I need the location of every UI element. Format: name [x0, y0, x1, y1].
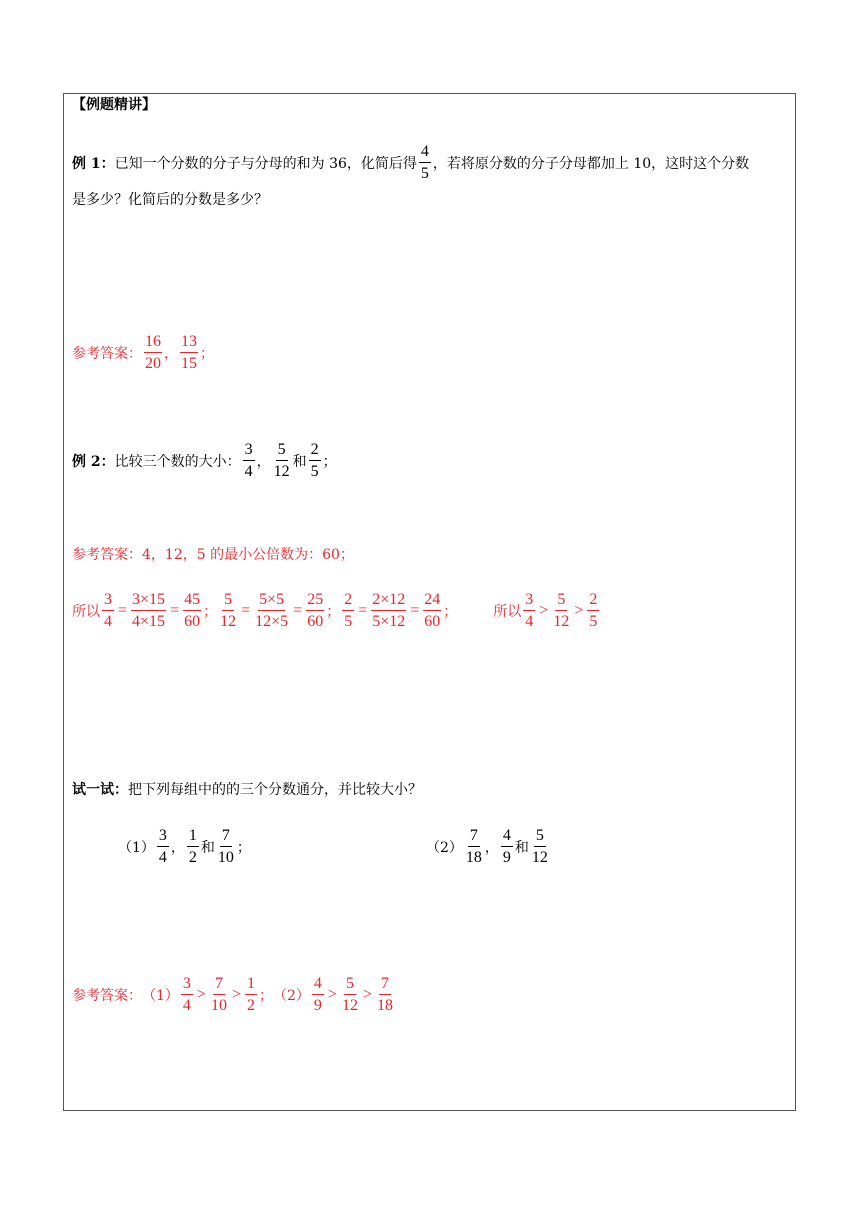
fraction: $\frac{7}{10}$ [210, 975, 227, 1014]
try-question [72, 779, 422, 799]
example-1-label: 例 1 [72, 155, 101, 172]
separator: ， [256, 453, 271, 470]
answer-label: 参考答案： [72, 345, 142, 362]
fraction: $\frac{2}{5}$ [310, 441, 319, 480]
semicolon: ； [443, 603, 458, 620]
equals-sign: = [118, 601, 128, 619]
fraction: $\frac{5}{12}$ [553, 591, 570, 630]
fraction: $\frac{7}{18}$ [465, 827, 482, 866]
end-mark: ； [236, 839, 251, 856]
equals-sign: = [293, 601, 303, 619]
part-label: （1） [118, 839, 155, 856]
example-1-text-b: ，若将原分数的分子分母都加上 10，这时这个分数 [432, 155, 750, 172]
fraction: $\frac{1}{2}$ [188, 827, 197, 866]
fraction: $\frac{5}{12}$ [220, 591, 237, 630]
so-word: 所以 [493, 603, 522, 620]
fraction: $\frac{2\times 12}{5\times 12}$ [372, 591, 406, 630]
try-colon: ： [114, 782, 128, 798]
greater-than-sign: > [362, 985, 372, 1003]
example-2-colon: ： [100, 453, 115, 470]
greater-than-sign: > [196, 985, 206, 1003]
fraction: $\frac{3}{4}$ [182, 975, 191, 1014]
fraction: $\frac{5}{12}$ [531, 827, 548, 866]
example-2-answer-line1: 参考答案：4，12，5 的最小公倍数为：60； [72, 547, 354, 563]
try-part-1 [118, 826, 251, 867]
fraction: $\frac{5}{12}$ [273, 441, 290, 480]
separator: ， [484, 839, 499, 856]
try-label: 试一试 [72, 782, 114, 798]
fraction: $\frac{25}{60}$ [307, 591, 324, 630]
part-label: （2） [272, 987, 310, 1004]
section-title: 【例题精讲】 [72, 97, 156, 113]
semicolon: ； [258, 987, 273, 1004]
and-word: 和 [292, 453, 307, 470]
fraction: $\frac{24}{60}$ [424, 591, 441, 630]
equals-sign: = [358, 601, 368, 619]
and-word: 和 [200, 839, 215, 856]
fraction: $\frac{3}{4}$ [244, 441, 253, 480]
greater-than-sign: > [327, 985, 337, 1003]
separator: ， [170, 839, 185, 856]
try-part-2 [426, 826, 551, 867]
end-mark: ； [200, 345, 214, 362]
try-text: 把下列每组中的的三个分数通分，并比较大小？ [128, 782, 422, 798]
fraction: $\frac{2}{5}$ [344, 591, 353, 630]
so-word: 所以 [72, 603, 100, 620]
separator: ， [164, 345, 178, 362]
example-1-answer [72, 332, 214, 373]
fraction: $\frac{4}{9}$ [502, 827, 511, 866]
fraction: $\frac{5}{12}$ [341, 975, 358, 1014]
answer-label: 参考答案： [72, 987, 142, 1004]
try-answer [72, 974, 396, 1015]
semicolon: ； [326, 603, 341, 620]
equals-sign: = [410, 601, 420, 619]
example-1-question [72, 142, 749, 183]
equals-sign: = [170, 601, 180, 619]
example-2-answer-equations [72, 590, 601, 631]
fraction: $\frac{13}{15}$ [181, 333, 197, 372]
part-label: （1） [142, 987, 179, 1004]
fraction: $\frac{3}{4}$ [158, 827, 167, 866]
greater-than-sign: > [574, 601, 584, 619]
greater-than-sign: > [539, 601, 549, 619]
fraction: $\frac{5\times 5}{12\times 5}$ [255, 591, 289, 630]
example-2-label: 例 2 [72, 453, 101, 470]
fraction: $\frac{3\times 15}{4\times 15}$ [132, 591, 166, 630]
example-1-text-a: 已知一个分数的分子与分母的和为 36，化简后得 [114, 155, 417, 172]
equals-sign: = [241, 601, 251, 619]
part-label: （2） [426, 839, 463, 856]
fraction: $\frac{4}{9}$ [313, 975, 322, 1014]
fraction: $\frac{16}{20}$ [145, 333, 161, 372]
fraction: $\frac{4}{5}$ [420, 143, 429, 182]
fraction: $\frac{7}{18}$ [376, 975, 393, 1014]
and-word: 和 [514, 839, 529, 856]
example-2-question [72, 440, 337, 481]
fraction: $\frac{7}{10}$ [217, 827, 234, 866]
greater-than-sign: > [231, 985, 241, 1003]
fraction: $\frac{3}{4}$ [525, 591, 534, 630]
fraction: $\frac{2}{5}$ [589, 591, 598, 630]
fraction: $\frac{3}{4}$ [104, 591, 112, 630]
example-1-text-c: 是多少？化简后的分数是多少？ [72, 192, 268, 208]
example-2-text: 比较三个数的大小： [114, 453, 241, 470]
end-mark: ； [322, 453, 337, 470]
fraction: $\frac{1}{2}$ [246, 975, 255, 1014]
example-1-colon: ： [100, 155, 115, 172]
fraction: $\frac{45}{60}$ [184, 591, 201, 630]
semicolon: ； [203, 603, 218, 620]
